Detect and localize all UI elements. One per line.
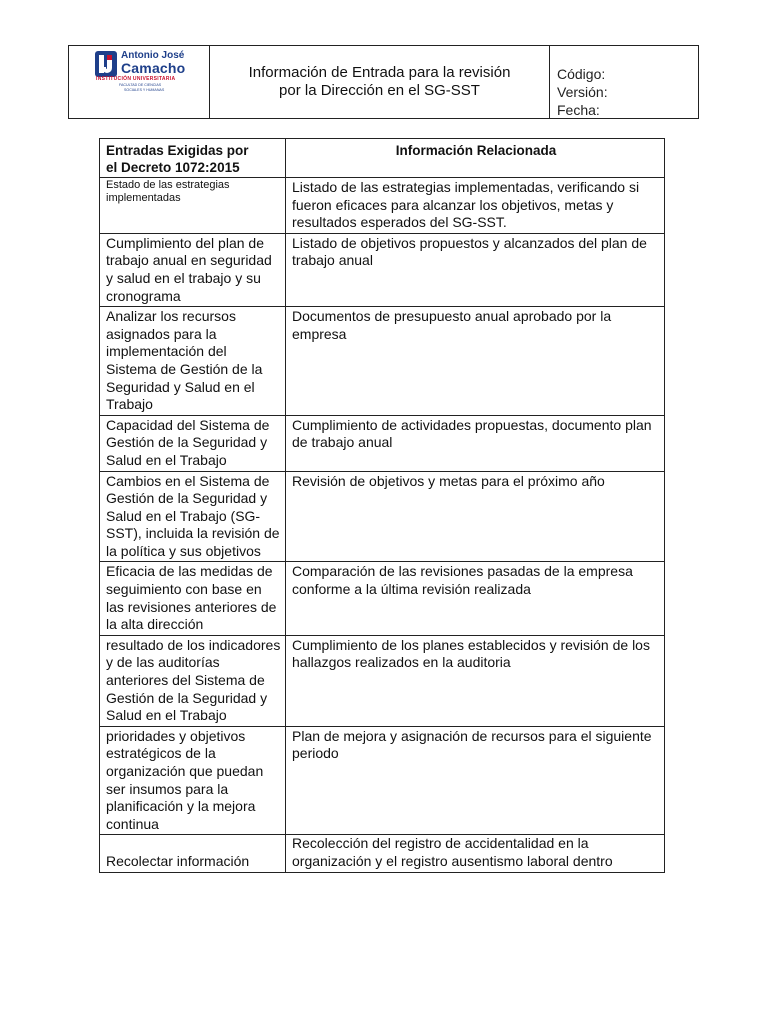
cell-entrada: Cambios en el Sistema de Gestión de la Seguridad y Salud en el Trabajo (SG-SST), incluida la revisión de la política y sus objetivos <box>100 471 286 562</box>
title-line1: Información de Entrada para la revisión <box>248 64 511 81</box>
cell-informacion: Plan de mejora y asignación de recursos para el siguiente periodo <box>286 726 665 835</box>
table-row <box>100 178 665 234</box>
table-header-row <box>100 139 665 178</box>
cell-entrada: Recolectar información <box>100 835 286 872</box>
col-header-entradas-line2: el Decreto 1072:2015 <box>106 160 240 175</box>
table-row <box>100 635 665 726</box>
cell-entrada: resultado de los indicadores y de las auditorías anteriores del Sistema de Gestión de la Seguridad y Salud en el Trabajo <box>100 635 286 726</box>
institution-logo <box>69 46 210 118</box>
cell-informacion: Cumplimiento de actividades propuestas, documento plan de trabajo anual <box>286 415 665 471</box>
table-row <box>100 471 665 562</box>
cell-informacion: Documentos de presupuesto anual aprobado por la empresa <box>286 307 665 416</box>
codigo-label: Código: <box>557 66 606 82</box>
document-title <box>210 46 550 118</box>
logo-name-line2: Camacho <box>121 60 186 76</box>
cell-entrada: Estado de las estrategias implementadas <box>100 178 286 234</box>
table-row <box>100 415 665 471</box>
cell-informacion: Recolección del registro de accidentalidad en la organización y el registro ausentismo laboral dentro <box>286 835 665 872</box>
logo-name-line1: Antonio José <box>121 50 185 61</box>
cell-informacion: Listado de las estrategias implementadas, verificando si fueron eficaces para alcanzar los objetivos, metas y resultados esperados del SG-SST. <box>286 178 665 234</box>
table-row <box>100 562 665 635</box>
col-header-informacion: Información Relacionada <box>286 139 665 178</box>
col-header-entradas-line1: Entradas Exigidas por <box>106 143 249 158</box>
logo-faculty-line2: SOCIALES Y HUMANAS <box>124 88 165 92</box>
title-line2: por la Dirección en el SG-SST <box>279 82 480 99</box>
cell-informacion: Listado de objetivos propuestos y alcanzados del plan de trabajo anual <box>286 233 665 306</box>
cell-entrada: Cumplimiento del plan de trabajo anual en seguridad y salud en el trabajo y su cronograma <box>100 233 286 306</box>
document-meta <box>550 46 698 118</box>
cell-entrada: Eficacia de las medidas de seguimiento con base en las revisiones anteriores de la alta dirección <box>100 562 286 635</box>
col-header-entradas <box>100 139 286 178</box>
inputs-table <box>99 138 665 873</box>
cell-informacion: Cumplimiento de los planes establecidos y revisión de los hallazgos realizados en la auditoria <box>286 635 665 726</box>
version-label: Versión: <box>557 84 608 100</box>
cell-entrada: Capacidad del Sistema de Gestión de la Seguridad y Salud en el Trabajo <box>100 415 286 471</box>
fecha-label: Fecha: <box>557 102 600 118</box>
document-header <box>68 45 699 119</box>
table-row <box>100 835 665 872</box>
table-row <box>100 233 665 306</box>
logo-institution: INSTITUCIÓN UNIVERSITARIA <box>96 76 176 82</box>
cell-entrada: prioridades y objetivos estratégicos de la organización que puedan ser insumos para la planificación y la mejora continua <box>100 726 286 835</box>
table-row <box>100 726 665 835</box>
logo-emblem-icon <box>95 51 117 77</box>
table-row <box>100 307 665 416</box>
cell-informacion: Comparación de las revisiones pasadas de la empresa conforme a la última revisión realizada <box>286 562 665 635</box>
cell-entrada: Analizar los recursos asignados para la implementación del Sistema de Gestión de la Seguridad y Salud en el Trabajo <box>100 307 286 416</box>
logo-faculty-line1: FACULTAD DE CIENCIAS <box>119 83 162 87</box>
cell-informacion: Revisión de objetivos y metas para el próximo año <box>286 471 665 562</box>
